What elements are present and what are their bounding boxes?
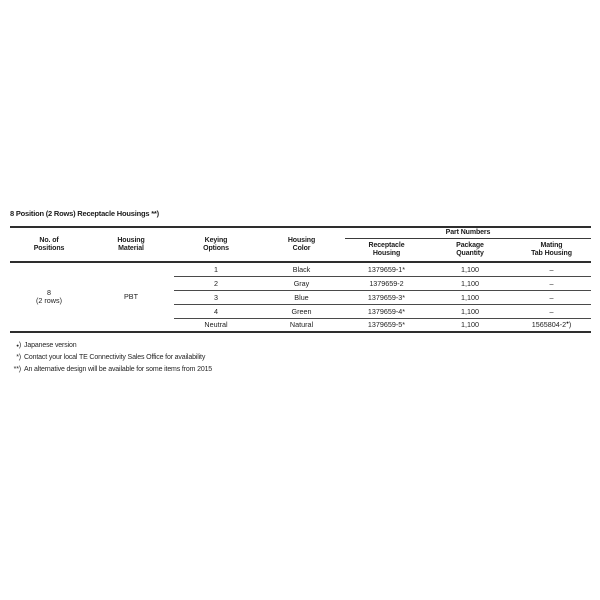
- col-header-line1: Housing: [287, 236, 316, 244]
- positions-value: 8: [47, 288, 51, 297]
- col-group-part-numbers: Part Numbers: [345, 227, 591, 238]
- footnote-marker: [10, 364, 21, 376]
- table-body: [10, 262, 591, 332]
- cell-material: PBT: [124, 292, 138, 301]
- col-header-line1: Mating: [540, 241, 563, 249]
- col-header-line2: Tab Housing: [531, 249, 572, 257]
- cell-mating-part: [512, 276, 591, 290]
- section-title: 8 Position (2 Rows) Receptacle Housings **): [10, 209, 159, 218]
- mating-part-base: 1565804-2: [531, 320, 567, 330]
- cell-receptacle-part: 1379659-2: [345, 276, 428, 290]
- cell-positions: [10, 262, 88, 332]
- cell-mating-part: [512, 262, 591, 276]
- footnote-text: An alternative design will be available for some items from 2015: [24, 366, 213, 373]
- footnote-marker: [10, 340, 21, 352]
- col-header-keying-options: [174, 227, 258, 262]
- mating-part-footnote-dot: ●: [566, 319, 569, 325]
- cell-keying: 2: [174, 276, 258, 290]
- cell-receptacle-part: 1379659-5*: [345, 318, 428, 332]
- cell-package-qty: 1,100: [428, 290, 512, 304]
- col-header-housing-color: [258, 227, 345, 262]
- footnote-alternative-design: [10, 364, 591, 376]
- cell-color: Natural: [258, 318, 345, 332]
- footnote-dot-symbol: ●: [16, 342, 19, 348]
- footnote-japanese-version: [10, 340, 591, 352]
- cell-mating-part: [512, 318, 591, 332]
- receptacle-housings-table: [10, 226, 591, 333]
- footnote-text: Japanese version: [24, 342, 77, 349]
- table-row: [10, 262, 591, 276]
- cell-mating-part: [512, 290, 591, 304]
- col-header-line1: Keying: [204, 236, 228, 244]
- footnote-marker-paren: **): [13, 366, 21, 373]
- footnote-marker-paren: ): [18, 342, 21, 349]
- cell-receptacle-part: 1379659-3*: [345, 290, 428, 304]
- mating-part-base: –: [549, 264, 554, 274]
- cell-mating-part: [512, 304, 591, 318]
- cell-package-qty: 1,100: [428, 318, 512, 332]
- col-header-line2: Positions: [33, 244, 65, 252]
- col-header-line2: Color: [292, 244, 311, 252]
- cell-color: Green: [258, 304, 345, 318]
- footnote-marker-paren: *): [16, 354, 21, 361]
- mating-part-base: –: [549, 292, 554, 302]
- col-header-no-of-positions: [10, 227, 88, 262]
- footnote-marker: [10, 352, 21, 364]
- cell-receptacle-part: 1379659-4*: [345, 304, 428, 318]
- col-header-line1: Package: [456, 241, 484, 249]
- cell-color: Blue: [258, 290, 345, 304]
- col-header-line2: Quantity: [456, 249, 484, 257]
- cell-keying: 1: [214, 264, 218, 274]
- col-header-line2: Housing: [372, 249, 401, 257]
- footnote-availability: [10, 352, 591, 364]
- mating-part-base: –: [549, 306, 554, 316]
- mating-part-close: ): [568, 320, 572, 330]
- col-header-line1: Receptacle: [368, 241, 405, 249]
- cell-color: Black: [292, 264, 311, 274]
- cell-receptacle-part: 1379659-1*: [367, 264, 406, 274]
- table-header: [10, 227, 591, 262]
- col-header-line1: No. of: [39, 236, 59, 244]
- col-header-package-quantity: [428, 238, 512, 262]
- col-header-line2: Material: [118, 244, 144, 252]
- cell-keying: 4: [174, 304, 258, 318]
- housings-section: [10, 209, 591, 376]
- footnotes: [10, 340, 591, 376]
- cell-keying: Neutral: [174, 318, 258, 332]
- mating-part-base: –: [549, 278, 554, 288]
- cell-package-qty: 1,100: [428, 304, 512, 318]
- cell-color: Gray: [258, 276, 345, 290]
- cell-keying: 3: [174, 290, 258, 304]
- col-header-line1: Housing: [117, 236, 145, 244]
- col-header-line2: Options: [203, 244, 229, 252]
- footnote-text: Contact your local TE Connectivity Sales Office for availability: [24, 354, 206, 361]
- positions-rows-note: (2 rows): [36, 296, 62, 305]
- col-header-housing-material: [88, 227, 174, 262]
- col-header-receptacle-housing: [345, 238, 428, 262]
- cell-package-qty: 1,100: [461, 264, 479, 274]
- col-header-mating-tab-housing: [512, 238, 591, 262]
- cell-package-qty: 1,100: [428, 276, 512, 290]
